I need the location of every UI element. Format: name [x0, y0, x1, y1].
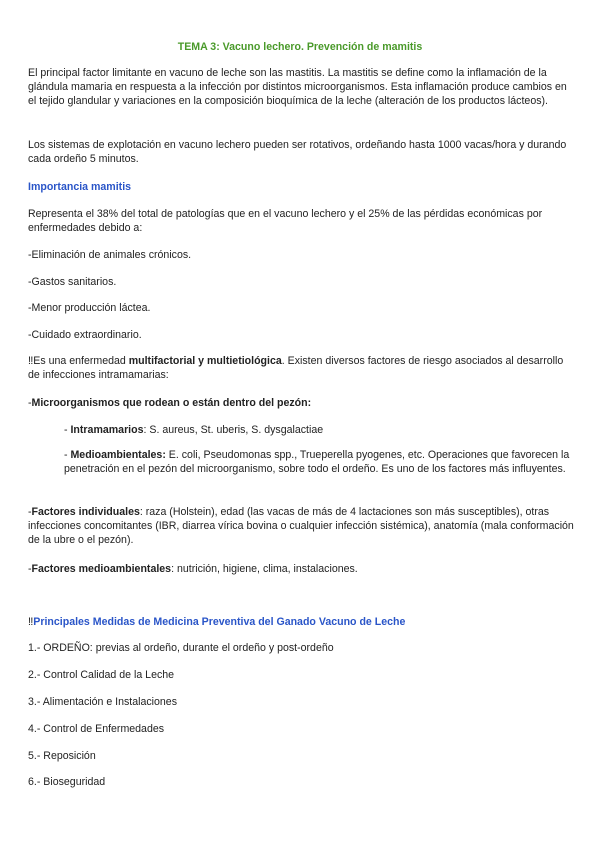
- multifactorial-paragraph: [28, 354, 576, 382]
- intramamarios-suffix: : S. aureus, St. uberis, S. dysgalactiae: [143, 424, 324, 436]
- microorganisms-prefix: -: [28, 397, 32, 409]
- medioambientales-suffix: E. coli, Pseudomonas spp., Trueperella pyogenes, etc. Operaciones que favorecen la penetración en el pezón del microorganismo, sobre todo el ordeño. Es uno de los factores más influyentes.: [64, 449, 570, 475]
- environmental-factors-paragraph: [28, 562, 576, 576]
- environmental-factors-suffix: : nutrición, higiene, clima, instalaciones.: [171, 563, 358, 575]
- measure-item: 3.- Alimentación e Instalaciones: [28, 696, 177, 708]
- multifactorial-prefix: ‼Es una enfermedad: [28, 355, 129, 367]
- section-heading-medidas: [28, 615, 576, 629]
- document-title: TEMA 3: Vacuno lechero. Prevención de mamitis: [177, 41, 423, 53]
- environmental-factors-bold: Factores medioambientales: [31, 563, 172, 575]
- environmental-factors-prefix: -: [28, 563, 32, 575]
- microorganisms-heading: [28, 396, 576, 410]
- individual-factors-prefix: -: [28, 506, 32, 518]
- microorganisms-bold: Microorganismos que rodean o están dentro del pezón:: [31, 397, 312, 409]
- cause-item: -Cuidado extraordinario.: [28, 329, 142, 341]
- multifactorial-bold: multifactorial y multietiológica: [128, 355, 282, 367]
- medioambientales-prefix: -: [64, 449, 71, 461]
- intro-paragraph-2: Los sistemas de explotación en vacuno lechero pueden ser rotativos, ordeñando hasta 1000 vacas/hora y durando cada ordeño 5 minutos.: [28, 139, 567, 165]
- intro-paragraph-1: El principal factor limitante en vacuno de leche son las mastitis. La mastitis se define como la inflamación de la glándula mamaria en respuesta a la infección por distintos microorganismos. Esta inflamación produce cambios en el tejido glandular y variaciones en la composición bioquímica de la leche (alteración de los productos lácteos).: [28, 67, 567, 107]
- intramamarios-prefix: -: [64, 424, 71, 436]
- section-heading-importancia: Importancia mamitis: [28, 181, 132, 193]
- medioambientales-bold: Medioambientales:: [70, 449, 166, 461]
- measure-item: 6.- Bioseguridad: [28, 776, 106, 788]
- importancia-paragraph: Representa el 38% del total de patologías que en el vacuno lechero y el 25% de las pérdidas económicas por enfermedades debido a:: [28, 208, 543, 234]
- individual-factors-bold: Factores individuales: [31, 506, 140, 518]
- medidas-heading-text: Principales Medidas de Medicina Preventiva del Ganado Vacuno de Leche: [33, 616, 406, 628]
- multifactorial-suffix: . Existen diversos factores de riesgo asociados al desarrollo de infecciones intramamarias:: [28, 355, 564, 381]
- measure-item: 5.- Reposición: [28, 750, 96, 762]
- individual-factors-suffix: : raza (Holstein), edad (las vacas de más de 4 lactaciones son más susceptibles), otras infecciones concomitantes (IBR, diarrea vírica bovina o cualquier infección sistémica), anatomía (mala conformación de la ubre o el pezón).: [28, 506, 574, 546]
- cause-item: -Menor producción láctea.: [28, 302, 151, 314]
- cause-item: -Gastos sanitarios.: [28, 276, 117, 288]
- cause-item: -Eliminación de animales crónicos.: [28, 249, 192, 261]
- individual-factors-paragraph: [28, 505, 576, 547]
- medidas-prefix: ‼: [28, 616, 34, 628]
- measure-item: 1.- ORDEÑO: previas al ordeño, durante el ordeño y post-ordeño: [28, 642, 334, 654]
- medioambientales-item: [64, 448, 572, 476]
- measure-item: 2.- Control Calidad de la Leche: [28, 669, 175, 681]
- measure-item: 4.- Control de Enfermedades: [28, 723, 165, 735]
- intramamarios-item: [64, 423, 572, 437]
- intramamarios-bold: Intramamarios: [70, 424, 144, 436]
